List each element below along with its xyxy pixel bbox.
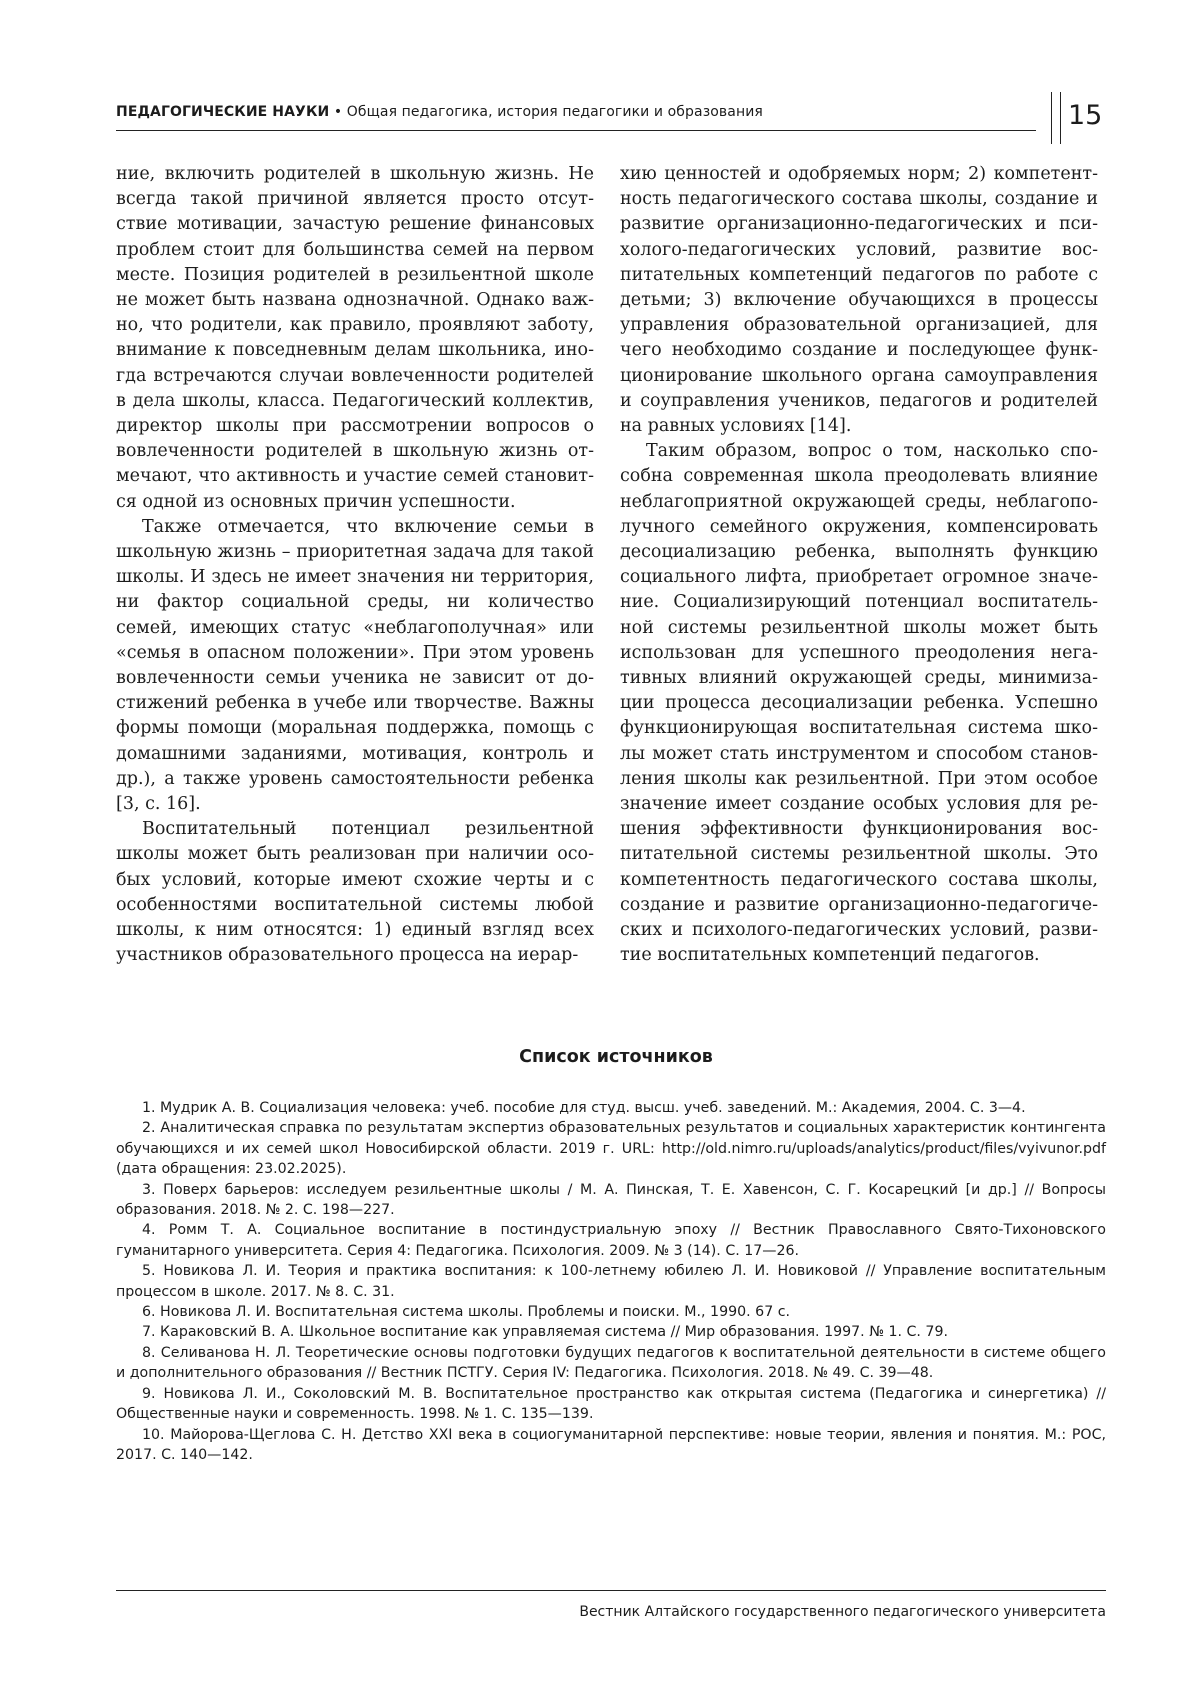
header-subsection: Общая педагогика, история педагогики и образования [346, 104, 763, 120]
reference-item: 8. Селиванова Н. Л. Теоретические основы подготовки будущих педагогов к воспитательной деятельности в системе общего и дополнительного образования // Вестник ПСТГУ. Серия IV: Педагогика. Психология. 2018. № 49. С. 39—48. [116, 1344, 1106, 1382]
reference-item: 6. Новикова Л. И. Воспитательная система школы. Проблемы и поиски. М., 1990. 67 с. [142, 1304, 791, 1321]
running-header [116, 98, 1116, 144]
reference-item: 3. Поверх барьеров: исследуем резильентные школы / М. А. Пинская, Т. Е. Хавенсон, С. Г. Косарецкий [и др.] // Вопросы образования. 2018. № 2. С. 198—227. [116, 1181, 1106, 1219]
reference-item: 2. Аналитическая справка по результатам экспертиз образовательных результатов и социальных характеристик контингента обучающихся и их семей школ Новосибирской области. 2019 г. URL: http://old.nimro.ru/uploads/analytics/product/files/vyivunor.pdf (дата обращения: 23.02.2025). [116, 1120, 1106, 1178]
references-list [116, 1098, 1106, 1465]
footer-journal-name: Вестник Алтайского государственного педагогического университета [579, 1604, 1106, 1620]
paragraph: Также отмечается, что включение семьи в школьную жизнь – приоритетная задача для такой школы. И здесь не имеет значения ни территория, ни фактор социальной среды, ни количество семей, имеющих статус «неблагополучная» или «семья в опасном положении». При этом уровень вовлеченности семьи ученика не зависит от достижений ребенка в учебе или творчестве. Важны формы помощи (моральная поддержка, помощь с домашними заданиями, мотивация, контроль и др.), а также уровень самостоятельности ребенка [3, с. 16]. [116, 516, 594, 815]
reference-item: 5. Новикова Л. И. Теория и практика воспитания: к 100-летнему юбилею Л. И. Новиковой // Управление воспитательным процессом в школе. 2017. № 8. С. 31. [116, 1263, 1106, 1300]
header-rule [116, 130, 1036, 131]
right-column [620, 162, 1098, 969]
header-double-bar [1051, 92, 1061, 144]
paragraph: Воспитательный потенциал резильентной школы может быть реализован при наличии особых условий, которые имеют схожие черты и с особенностями воспитательной системы любой школы, к ним относятся: 1) единый взгляд всех участников образовательного процесса на иерар- [116, 819, 594, 966]
reference-item: 1. Мудрик А. В. Социализация человека: учеб. пособие для студ. высш. учеб. заведений. М.: Академия, 2004. С. 3—4. [142, 1100, 1026, 1116]
paragraph: Таким образом, вопрос о том, насколько способна современная школа преодолевать влияние неблагоприятной окружающей среды, неблагополучного семейного окружения, компенсировать десоциализацию ребенка, выполнять функцию социального лифта, приобретает огромное значение. Социализирующий потенциал воспитательной системы резильентной школы может быть использован для успешного преодоления негативных влияний окружающей среды, минимизации процесса десоциализации ребенка. Успешно функционирующая воспитательная система школы может стать инструментом и способом становления школы как резильентной. При этом особое значение имеет создание особых условия для решения эффективности функционирования воспитательной системы резильентной школы. Это компетентность педагогического состава школы, создание и развитие организационно-педагогических и психолого-педагогических условий, развитие воспитательных компетенций педагогов. [620, 441, 1098, 966]
page-number: 15 [1068, 100, 1103, 131]
paragraph: ние, включить родителей в школьную жизнь. Не всегда такой причиной является просто отсутствие мотивации, зачастую решение финансовых проблем стоит для большинства семей на первом месте. Позиция родителей в резильентной школе не может быть названа однозначной. Однако важно, что родители, как правило, проявляют заботу, внимание к повседневным делам школьника, иногда встречаются случаи вовлеченности родителей в дела школы, класса. Педагогический коллектив, директор школы при рассмотрении вопросов о вовлеченности родителей в школьную жизнь отмечают, что активность и участие семей становится одной из основных причин успешности. [116, 164, 594, 512]
reference-item: 4. Ромм Т. А. Социальное воспитание в постиндустриальную эпоху // Вестник Православного Свято-Тихоновского гуманитарного университета. Серия 4: Педагогика. Психология. 2009. № 3 (14). С. 17—26. [116, 1222, 1106, 1259]
header-section: ПЕДАГОГИЧЕСКИЕ НАУКИ [116, 104, 330, 120]
paragraph: хию ценностей и одобряемых норм; 2) компетентность педагогического состава школы, создание и развитие организационно-педагогических и психолого-педагогических условий, развитие воспитательных компетенций педагогов по работе с детьми; 3) включение обучающихся в процессы управления образовательной организацией, для чего необходимо создание и последующее функционирование школьного органа самоуправления и соуправления учеников, педагогов и родителей на равных условиях [14]. [620, 164, 1098, 437]
reference-item: 7. Караковский В. А. Школьное воспитание как управляемая система // Мир образования. 1997. № 1. С. 79. [142, 1324, 948, 1341]
header-title [116, 104, 1036, 120]
reference-item: 9. Новикова Л. И., Соколовский М. В. Воспитательное пространство как открытая система (Педагогика и синергетика) // Общественные науки и современность. 1998. № 1. С. 135—139. [116, 1385, 1106, 1423]
reference-item: 10. Майорова-Щеглова С. Н. Детство XXI века в социогуманитарной перспективе: новые теории, явления и понятия. М.: РОС, 2017. С. 140—142. [116, 1426, 1106, 1463]
left-column [116, 162, 594, 969]
footer-rule [116, 1590, 1106, 1591]
references-title: Список источников [519, 1047, 713, 1067]
header-bullet: • [329, 104, 347, 120]
